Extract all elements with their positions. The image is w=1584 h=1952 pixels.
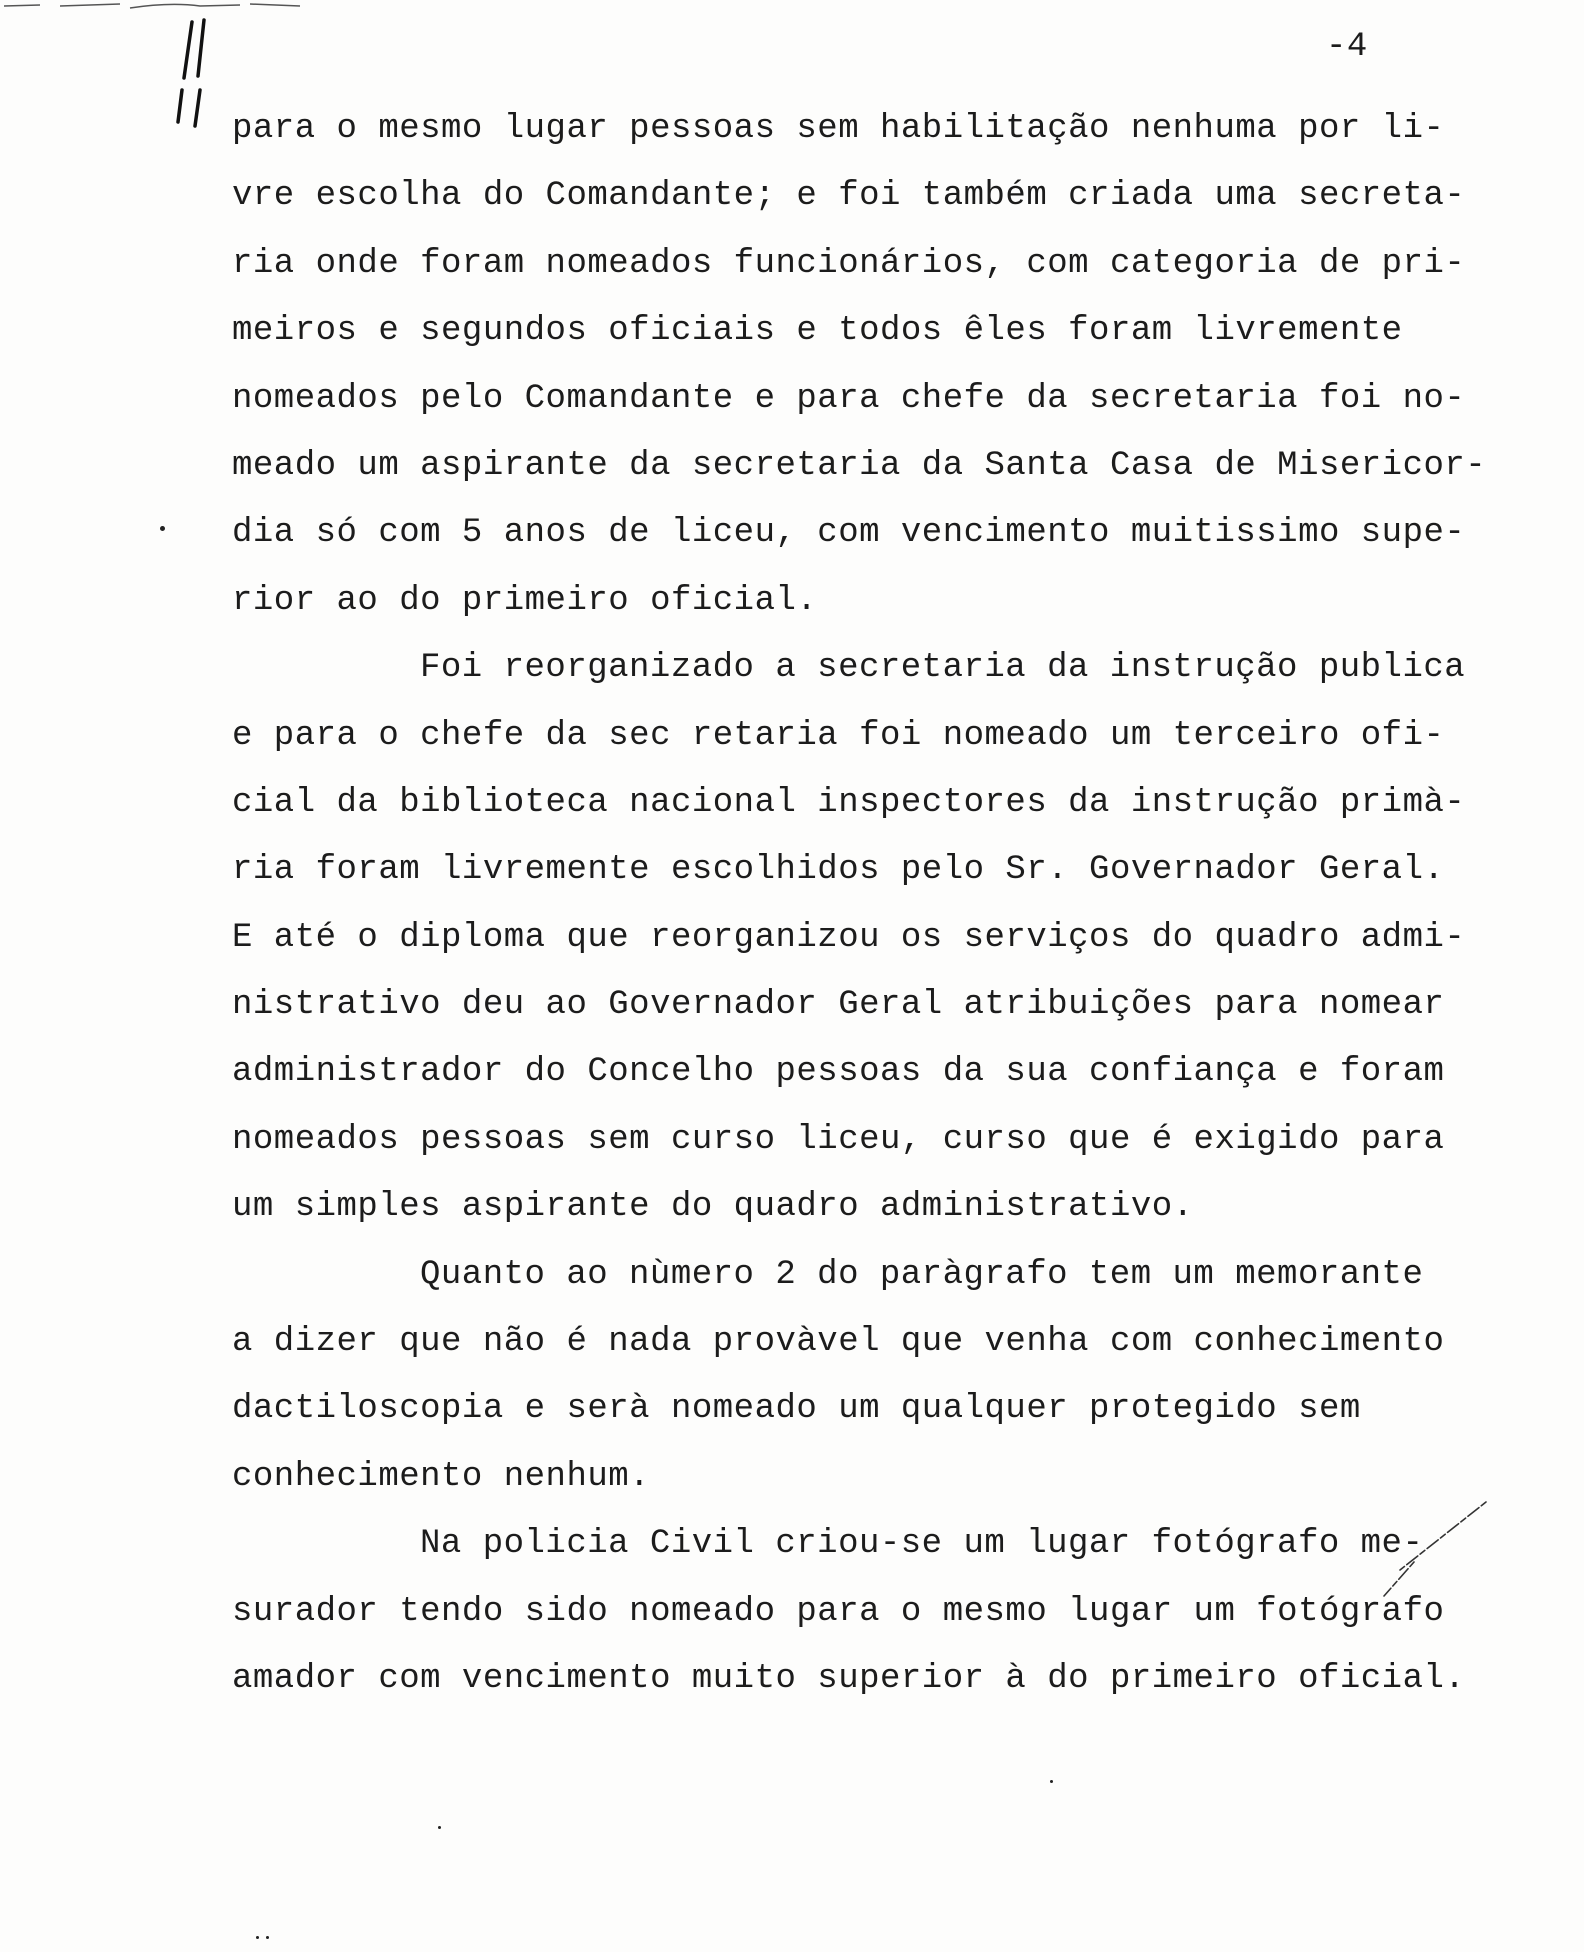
page-speck — [1050, 1780, 1053, 1783]
page-speck — [266, 1936, 269, 1939]
text-line: administrador do Concelho pessoas da sua confiança e foram — [232, 1053, 1445, 1092]
text-line: amador com vencimento muito superior à do primeiro oficial. — [232, 1659, 1466, 1698]
page-speck — [438, 1826, 441, 1829]
text-line: a dizer que não é nada provàvel que venha com conhecimento — [232, 1323, 1445, 1362]
text-line: cial da biblioteca nacional inspectores da instrução primà- — [232, 783, 1466, 822]
text-line: ria foram livremente escolhidos pelo Sr. Governador Geral. — [232, 851, 1445, 890]
margin-handwritten-mark — [170, 18, 230, 128]
text-line: e para o chefe da sec retaria foi nomeado um terceiro ofi- — [232, 716, 1445, 755]
handwritten-stroke — [1380, 1500, 1490, 1600]
text-line: rior ao do primeiro oficial. — [232, 581, 818, 620]
text-line: nistrativo deu ao Governador Geral atribuições para nomear — [232, 986, 1445, 1025]
paragraph-2 — [232, 635, 1472, 1242]
text-line: para o mesmo lugar pessoas sem habilitação nenhuma por li- — [232, 110, 1445, 148]
page-number: -4 — [1326, 28, 1368, 66]
text-line: dia só com 5 anos de liceu, com vencimento muitissimo supe- — [232, 514, 1466, 553]
text-line: Na policia Civil criou-se um lugar fotógrafo me- — [420, 1525, 1424, 1564]
text-line: vre escolha do Comandante; e foi também criada uma secreta- — [232, 177, 1466, 216]
body-text — [232, 96, 1487, 1713]
text-line: conhecimento nenhum. — [232, 1457, 651, 1496]
text-line: E até o diploma que reorganizou os serviços do quadro admi- — [232, 918, 1466, 957]
paragraph-4 — [232, 1511, 1472, 1713]
text-line: um simples aspirante do quadro administrativo. — [232, 1188, 1194, 1227]
text-line: ria onde foram nomeados funcionários, com categoria de pri- — [232, 244, 1466, 283]
top-edge-scribble — [0, 0, 320, 14]
text-line: nomeados pessoas sem curso liceu, curso que é exigido para — [232, 1120, 1445, 1159]
text-line: dactiloscopia e serà nomeado um qualquer protegido sem — [232, 1390, 1361, 1429]
paragraph-1 — [232, 96, 1487, 635]
text-line: nomeados pelo Comandante e para chefe da secretaria foi no- — [232, 379, 1466, 418]
text-line: Foi reorganizado a secretaria da instrução publica — [420, 649, 1466, 688]
text-line: Quanto ao nùmero 2 do paràgrafo tem um memorante — [420, 1255, 1424, 1294]
margin-speck — [160, 526, 165, 531]
text-line: meado um aspirante da secretaria da Santa Casa de Misericor- — [232, 446, 1487, 485]
text-line: meiros e segundos oficiais e todos êles foram livremente — [232, 312, 1403, 351]
text-line: surador tendo sido nomeado para o mesmo lugar um fotógrafo — [232, 1592, 1445, 1631]
page-speck — [256, 1936, 259, 1939]
paragraph-3 — [232, 1242, 1472, 1512]
